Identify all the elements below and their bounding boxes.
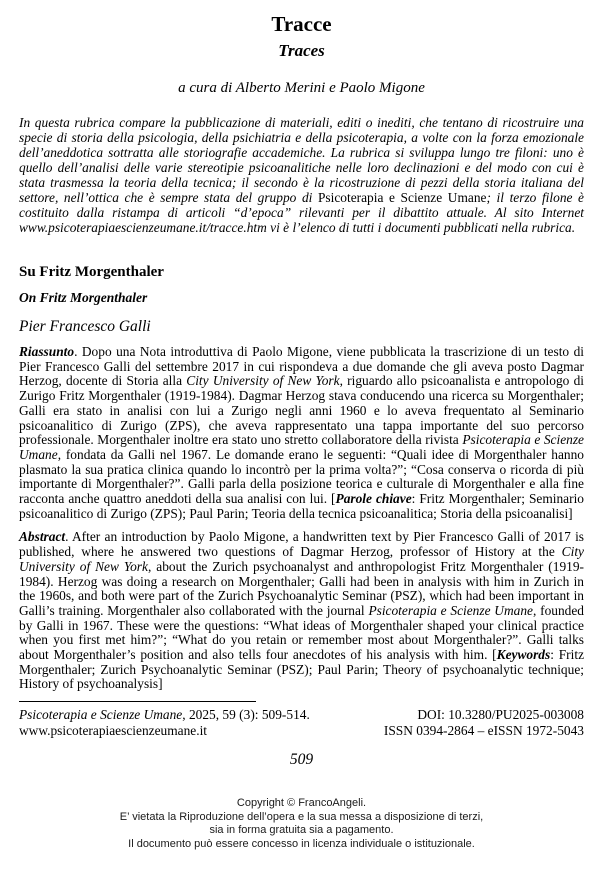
editors-byline: a cura di Alberto Merini e Paolo Migone [178, 80, 425, 96]
copyright-line: Il documento può essere concesso in licenza individuale o istituzionale. [128, 837, 475, 850]
rubric-title: Tracce [271, 12, 332, 36]
abstract-paragraph: Abstract. After an introduction by Paolo Migone, a handwritten text by Pier Francesco Galli of 2017 is published, where he answered two questions of Dagmar Herzog, professor of History at the City University of New York, about the Zurich psychoanalyst and anthropologist Fritz Morgenthaler (1919-1984). Herzog was doing a research on Morgenthaler; Galli had been in analysis with him in Zurich in the 1960s, and both were part of the Zurich Psychoanalytic Seminar (PSZ), which had been important in Galli’s training. Morgenthaler also collaborated with the journal Psicoterapia e Scienze Umane, founded by Galli in 1967. These were the questions: “What ideas of Morgenthaler shaped your clinical practice when you first met him?”; “What do you retain or remember most about Morgenthaler?”. Galli talks about Morgenthaler’s position and also tells four anecdotes of his analysis with him. [Keywords: Fritz Morgenthaler; Zurich Psychoanalytic Seminar (PSZ); Paul Parin; Theory of psychoanalytic technique; History of psychoanalysis] [19, 529, 585, 692]
journal-website: www.psicoterapiaescienzeumane.it [19, 722, 208, 738]
journal-name: Psicoterapia e Scienze Umane [19, 707, 183, 723]
doi: DOI: 10.3280/PU2025-003008 [417, 707, 584, 723]
citation-footer [19, 707, 584, 738]
rubric-title-english: Traces [278, 41, 325, 60]
masthead [19, 12, 584, 97]
copyright-line: E’ vietata la Riproduzione dell’opera e la sua messa a disposizione di terzi, [119, 810, 484, 823]
riassunto-paragraph: Riassunto. Dopo una Nota introduttiva di Paolo Migone, viene pubblicata la trascrizione di un testo di Pier Francesco Galli del settembre 2017 in cui rispondeva a due domande che gli aveva posto Dagmar Herzog, docente di Storia alla City University of New York, riguardo allo psicoanalista e antropologo di Zurigo Fritz Morgenthaler (1919-1984). Dagmar Herzog stava conducendo una ricerca su Morgenthaler; Galli era stato in analisi con lui a Zurigo negli anni 1960 e lo aveva frequentato al Seminario psicoanalitico di Zurigo (ZPS), che aveva rappresentato una tappa importante del suo percorso professionale. Morgenthaler inoltre era stato uno stretto collaboratore della rivista Psicoterapia e Scienze Umane, fondata da Galli nel 1967. Le domande erano le seguenti: “Quali idee di Morgenthaler hanno plasmato la sua pratica clinica quando lo incontrò per la prima volta?”; “Cosa conserva o ricorda di più importante di Morgenthaler?”. Galli parla della posizione teorica e culturale di Morgenthaler e alla fine racconta anche quattro aneddoti della sua analisi con lui. [Parole chiave: Fritz Morgenthaler; Seminario psicoanalitico di Zurigo (ZPS); Paul Parin; Teoria della tecnica psicoanalitica; Storia della psicoanalisi] [19, 344, 585, 521]
author-name: Pier Francesco Galli [19, 318, 151, 335]
journal-citation [19, 707, 310, 723]
footnote-rule [19, 701, 256, 702]
citation-row [19, 707, 584, 723]
copyright-notice [19, 797, 584, 851]
rubric-description: In questa rubrica compare la pubblicazione di materiali, editi o inediti, che tentano di ricostruire una specie di storia della psicologia, della psichiatria e della psicoterapia, a volte con la forza emozionale dell’aneddotica sottratta alle storiografie accademiche. La rubrica si sviluppa lungo tre filoni: uno è quello dell’analisi delle varie stereotipie psicoanalitiche nelle loro declinazioni e del modo con cui è stata trasmessa la teoria della tecnica; il secondo è la ricostruzione di pezzi della storia italiana del settore, nell’ottica che è sempre stata del gruppo di Psicoterapia e Scienze Umane; il terzo filone è costituito dalla ristampa di articoli “d’epoca” rilevanti per il dibattito attuale. Al sito Internet www.psicoterapiaescienzeumane.it/tracce.htm vi è l’elenco di tutti i documenti pubblicati nella rubrica. [19, 115, 584, 235]
citation-row [19, 723, 584, 739]
issn: ISSN 0394-2864 – eISSN 1972-5043 [383, 722, 584, 738]
article-title-english: On Fritz Morgenthaler [19, 290, 148, 305]
article-title-italian: Su Fritz Morgenthaler [19, 264, 164, 280]
article-header [19, 264, 584, 336]
copyright-line: Copyright © FrancoAngeli. [236, 797, 367, 810]
page-number: 509 [289, 751, 314, 769]
citation-details: , 2025, 59 (3): 509-514. [182, 707, 310, 723]
copyright-line: sia in forma gratuita sia a pagamento. [209, 824, 394, 837]
